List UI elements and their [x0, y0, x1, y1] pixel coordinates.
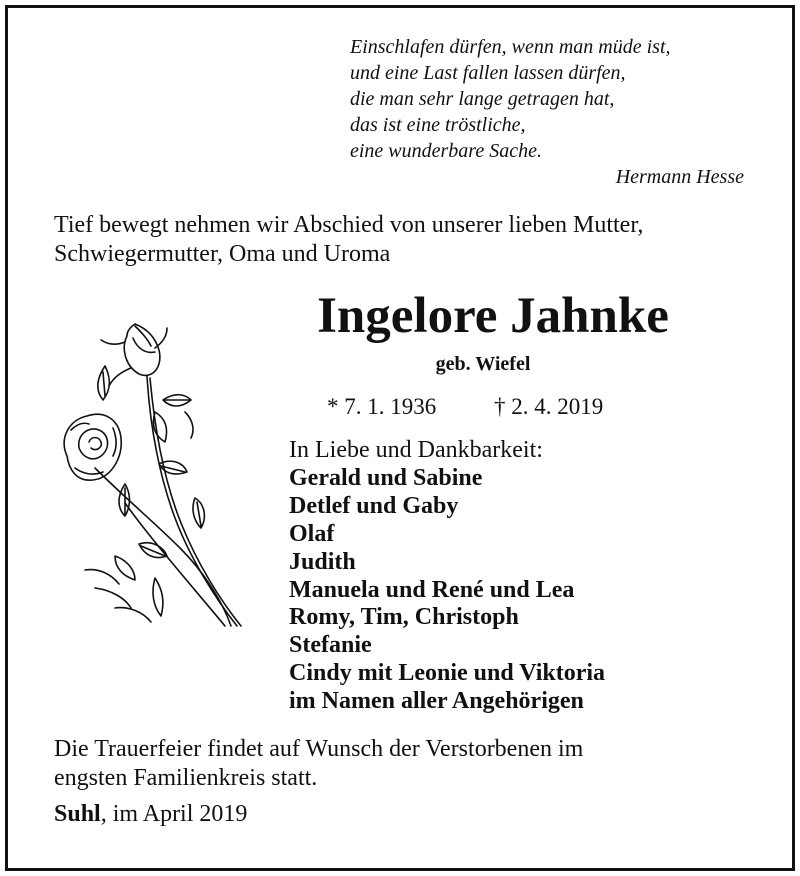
notice-date: , im April 2019 [100, 801, 248, 827]
family-member: Detlef und Gaby [289, 492, 459, 519]
family-member: Romy, Tim, Christoph [289, 604, 519, 631]
rose-drawing-icon [55, 308, 255, 638]
family-list [289, 437, 605, 716]
family-member: Judith [289, 548, 356, 575]
birth-date: * 7. 1. 1936 [327, 394, 437, 419]
poem-line: die man sehr lange getragen hat, [350, 88, 615, 110]
death-date: † 2. 4. 2019 [494, 394, 604, 419]
intro-text [54, 211, 774, 269]
intro-line: Schwiegermutter, Oma und Uroma [54, 241, 391, 267]
place-date [54, 800, 247, 829]
poem-line: das ist eine tröstliche, [350, 114, 526, 136]
family-member: Gerald und Sabine [289, 464, 483, 491]
maiden-name: geb. Wiefel [435, 353, 531, 375]
funeral-note [54, 735, 774, 793]
family-member: im Namen aller Angehörigen [289, 688, 584, 715]
poem-author: Hermann Hesse [615, 166, 744, 188]
intro-line: Tief bewegt nehmen wir Abschied von unserer lieben Mutter, [54, 212, 644, 238]
family-member: Cindy mit Leonie und Viktoria [289, 660, 606, 687]
poem-line: und eine Last fallen lassen dürfen, [350, 62, 626, 84]
place: Suhl [54, 801, 101, 827]
poem-line: Einschlafen dürfen, wenn man müde ist, [350, 36, 671, 58]
family-intro: In Liebe und Dankbarkeit: [289, 437, 543, 463]
deceased-name: Ingelore Jahnke [317, 288, 669, 344]
family-member: Olaf [289, 520, 335, 547]
family-member: Manuela und René und Lea [289, 576, 575, 603]
poem-quote [350, 34, 750, 190]
family-member: Stefanie [289, 632, 372, 659]
funeral-note-line: Die Trauerfeier findet auf Wunsch der Verstorbenen im [54, 736, 584, 762]
poem-line: eine wunderbare Sache. [350, 140, 542, 162]
life-dates [327, 393, 603, 421]
funeral-note-line: engsten Familienkreis statt. [54, 765, 318, 791]
